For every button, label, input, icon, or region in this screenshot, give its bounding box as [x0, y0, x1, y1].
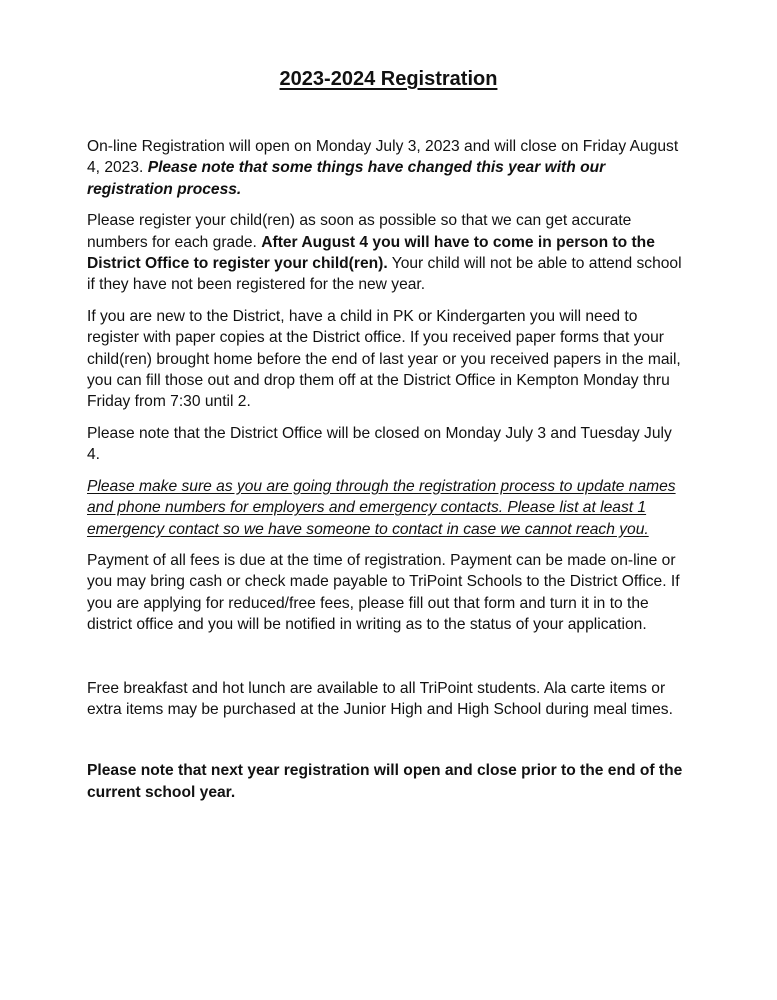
attendance-requirement-text: Your child will not be able to attend school if they have not been registered for the new year.: [87, 255, 682, 294]
paragraph-next-year-note: Please note that next year registration will open and close prior to the end of the current school year.: [87, 762, 683, 801]
paragraph-office-closure: Please note that the District Office will be closed on Monday July 3 and Tuesday July 4.: [87, 424, 672, 464]
registration-change-note: Please note that some things have changed this year with our registration process.: [87, 159, 606, 198]
register-asap-text: Please register your child(ren) as soon as possible so that we can get accurate numbers for each grade.: [87, 212, 632, 251]
paragraph-registration-dates: [87, 136, 687, 200]
document-title: 2023-2024 Registration: [279, 68, 498, 90]
document-body: [87, 136, 687, 813]
paragraph-paper-registration: If you are new to the District, have a child in PK or Kindergarten you will need to register with paper copies at the District office. If you received paper forms that your child(ren) brought home before the end of last year or you received papers in the mail, you can fill those out and drop them off at the District Office in Kempton Monday thru Friday from 7:30 until 2.: [87, 307, 681, 411]
registration-dates-text: On-line Registration will open on Monday July 3, 2023 and will close on Friday August 4, 2023.: [87, 138, 679, 177]
paragraph-free-meals: Free breakfast and hot lunch are available to all TriPoint students. Ala carte items or extra items may be purchased at the Junior High and High School during meal times.: [87, 679, 673, 718]
paragraph-payment: Payment of all fees is due at the time of registration. Payment can be made on-line or you may bring cash or check made payable to TriPoint Schools to the District Office. If you are applying for reduced/free fees, please fill out that form and turn it in to the district office and you will be notified in writing as to the status of your application.: [87, 551, 680, 634]
in-person-deadline-note: After August 4 you will have to come in person to the District Office to register your child(ren).: [87, 233, 655, 273]
paragraph-emergency-contacts: Please make sure as you are going through the registration process to update names and phone numbers for employers and emergency contacts. Please list at least 1 emergency contact so we have someone to contact in case we cannot reach you.: [87, 477, 676, 538]
paragraph-register-asap: [87, 210, 687, 296]
